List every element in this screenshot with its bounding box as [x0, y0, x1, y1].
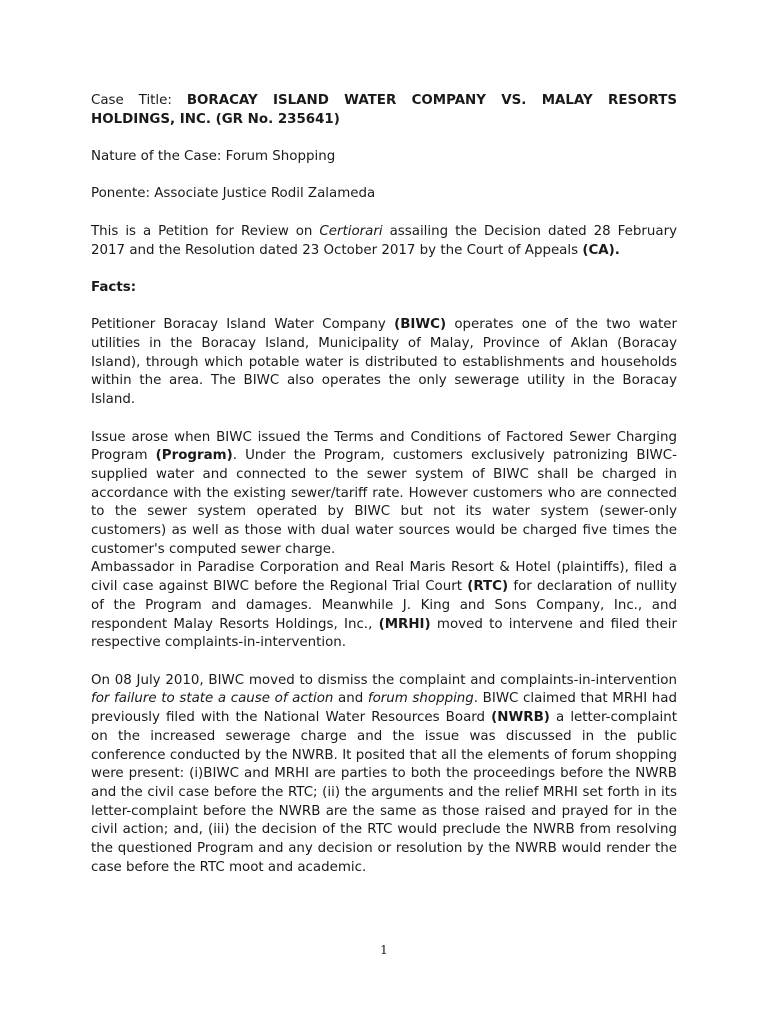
document-page	[91, 92, 677, 896]
ca-abbrev: (CA).	[582, 242, 620, 258]
program-abbrev: (Program)	[155, 448, 233, 464]
forum-shopping-phrase: forum shopping	[367, 691, 474, 707]
rtc-abbrev: (RTC)	[467, 579, 509, 595]
petition-paragraph: This is a Petition for Review on Certiorari assailing the Decision dated 28 February 2017 and the Resolution dated 23 October 2017 by the Court of Appeals (CA).	[91, 223, 678, 258]
nature-of-case: Nature of the Case: Forum Shopping	[91, 149, 336, 165]
nwrb-abbrev: (NWRB)	[491, 710, 550, 726]
facts-heading: Facts:	[91, 279, 137, 295]
ponente: Ponente: Associate Justice Rodil Zalameda	[91, 186, 376, 202]
facts-paragraph-4: On 08 July 2010, BIWC moved to dismiss the complaint and complaints-in-intervention for failure to state a cause of action and forum shopping. BIWC claimed that MRHI had previously filed with the National Water Resources Board (NWRB) a letter-complaint on the increased sewerage charge and the issue was discussed in the public conference conducted by the NWRB. It posited that all the elements of forum shopping were present: (i)BIWC and MRHI are parties to both the proceedings before the NWRB and the civil case before the RTC; (ii) the arguments and the relief MRHI set forth in its letter-complaint before the NWRB are the same as those raised and prayed for in the civil action; and, (iii) the decision of the RTC would preclude the NWRB from resolving the questioned Program and any decision or resolution by the NWRB would render the case before the RTC moot and academic.	[91, 672, 677, 875]
page-number: 1	[380, 943, 388, 957]
facts-paragraph-1: Petitioner Boracay Island Water Company (BIWC) operates one of the two water utilities in the Boracay Island, Municipality of Malay, Province of Aklan (Boracay Island), through which potable water is distributed to establishments and households within the area. The BIWC also operates the only sewerage utility in the Boracay Island.	[91, 317, 677, 408]
facts-paragraph-2: Issue arose when BIWC issued the Terms and Conditions of Factored Sewer Charging Program (Program). Under the Program, customers exclusively patronizing BIWC-supplied water and connected to the sewer system of BIWC shall be charged in accordance with the existing sewer/tariff rate. However customers who are connected to the sewer system operated by BIWC but not its water system (sewer-only customers) as well as those with dual water sources would be charged five times the customer's computed sewer charge.	[91, 429, 677, 557]
case-title-value: BORACAY ISLAND WATER COMPANY VS. MALAY RESORTS HOLDINGS, INC. (GR No. 235641)	[91, 93, 677, 127]
mrhi-abbrev: (MRHI)	[378, 616, 431, 632]
certiorari-term: Certiorari	[319, 223, 383, 239]
case-title-label: Case Title:	[91, 93, 187, 108]
failure-cause-phrase: for failure to state a cause of action	[91, 691, 334, 707]
case-title	[91, 92, 677, 129]
facts-paragraph-3: Ambassador in Paradise Corporation and Real Maris Resort & Hotel (plaintiffs), filed a civil case against BIWC before the Regional Trial Court (RTC) for declaration of nullity of the Program and damages. Meanwhile J. King and Sons Company, Inc., and respondent Malay Resorts Holdings, Inc., (MRHI) moved to intervene and filed their respective complaints-in-intervention.	[91, 560, 678, 651]
biwc-abbrev: (BIWC)	[394, 317, 447, 333]
